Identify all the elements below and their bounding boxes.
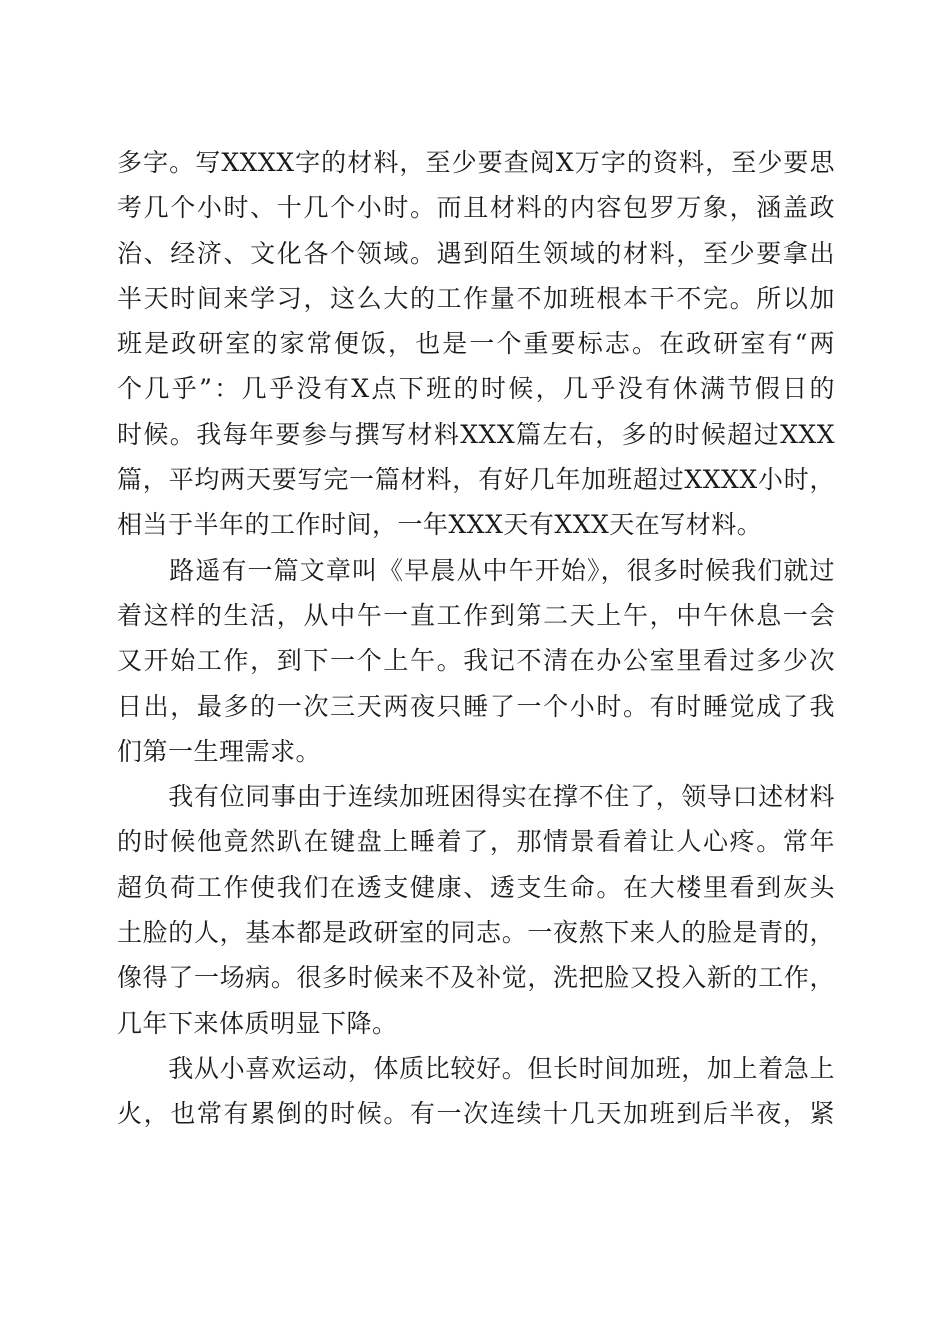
text-line: 们第一生理需求。 xyxy=(117,736,322,766)
text-line: 几年下来体质明显下降。 xyxy=(117,1008,398,1038)
text-line: 日出，最多的一次三天两夜只睡了一个小时。有时睡觉成了我 xyxy=(117,691,835,721)
text-line: 时候。我每年要参与撰写材料XXX篇左右，多的时候超过XXX xyxy=(117,419,835,449)
text-line: 火，也常有累倒的时候。有一次连续十几天加班到后半夜，紧 xyxy=(117,1099,835,1129)
text-line: 多字。写XXXX字的材料，至少要查阅X万字的资料，至少要思 xyxy=(117,148,835,177)
text-line: 我有位同事由于连续加班困得实在撑不住了，领导口述材料 xyxy=(117,782,835,812)
text-line: 的时候他竟然趴在键盘上睡着了，那情景看着让人心疼。常年 xyxy=(117,827,835,857)
text-line: 半天时间来学习，这么大的工作量不加班根本干不完。所以加 xyxy=(117,283,835,313)
text-line: 个几乎”：几乎没有X点下班的时候，几乎没有休满节假日的 xyxy=(117,374,835,404)
text-line: 篇，平均两天要写完一篇材料，有好几年加班超过XXXX小时， xyxy=(117,465,835,495)
text-line: 土脸的人，基本都是政研室的同志。一夜熬下来人的脸是青的， xyxy=(117,918,835,948)
text-line: 考几个小时、十几个小时。而且材料的内容包罗万象，涵盖政 xyxy=(117,193,835,223)
text-line: 像得了一场病。很多时候来不及补觉，洗把脸又投入新的工作， xyxy=(117,963,835,993)
document-body xyxy=(117,140,835,1137)
text-line: 相当于半年的工作时间，一年XXX天有XXX天在写材料。 xyxy=(117,510,763,540)
text-line: 我从小喜欢运动，体质比较好。但长时间加班，加上着急上 xyxy=(117,1053,835,1083)
text-line: 又开始工作，到下一个上午。我记不清在办公室里看过多少次 xyxy=(117,646,835,676)
text-line: 治、经济、文化各个领域。遇到陌生领域的材料，至少要拿出 xyxy=(117,238,835,268)
text-line: 班是政研室的家常便饭，也是一个重要标志。在政研室有“两 xyxy=(117,329,835,359)
text-line: 着这样的生活，从中午一直工作到第二天上午，中午休息一会 xyxy=(117,600,835,630)
text-line: 超负荷工作使我们在透支健康、透支生命。在大楼里看到灰头 xyxy=(117,872,835,902)
text-line: 路遥有一篇文章叫《早晨从中午开始》，很多时候我们就过 xyxy=(117,555,835,585)
